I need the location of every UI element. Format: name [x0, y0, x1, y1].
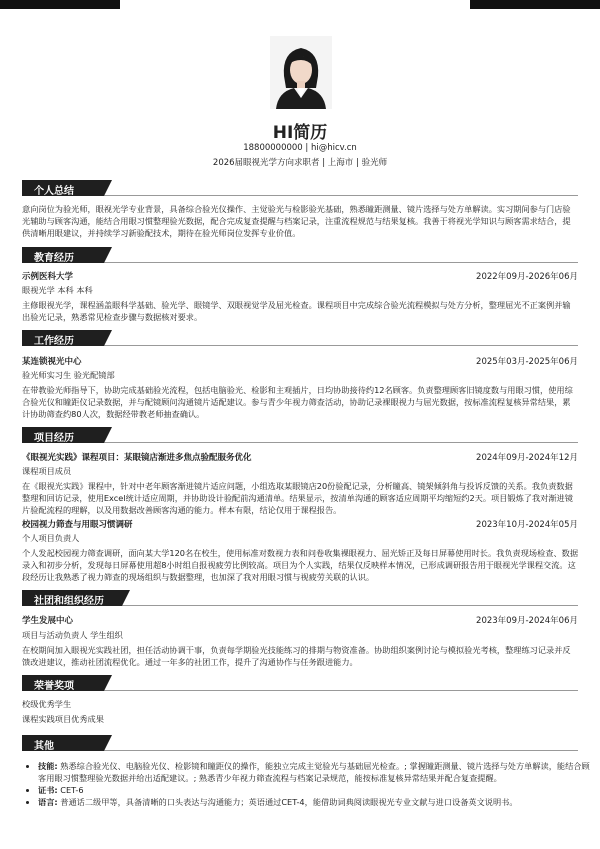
school-name: 示例医科大学 — [22, 272, 74, 282]
resume-title: HI简历 — [272, 123, 328, 143]
contact-line: 18800000000 | hi@hicv.cn — [243, 143, 357, 153]
other-item-languages: • 语言: 普通话二级甲等，具备清晰的口头表达与沟通能力；英语通过CET-4，能借助词典阅读眼视光专业文献与进口设备英文说明书。 — [38, 796, 594, 808]
work-role: 验光师实习生 验光配镜部 — [22, 370, 115, 380]
degree: 眼视光学 本科 本科 — [22, 285, 93, 295]
other-list — [22, 760, 594, 808]
section-campus-header — [22, 590, 578, 608]
other-item-certificates: • 证书: CET-6 — [38, 784, 594, 796]
project-name: 《眼视光实践》课程项目：某眼镜店渐进多焦点验配服务优化 — [22, 453, 252, 463]
section-summary-header — [22, 180, 578, 198]
section-title: 教育经历 — [34, 253, 74, 264]
section-projects-header — [22, 427, 578, 445]
section-title: 工作经历 — [34, 336, 74, 347]
section-title: 项目经历 — [34, 433, 74, 444]
other-item-skills: • 技能: 熟悉综合验光仪、电脑验光仪、检影镜和瞳距仪的操作，能独立完成主觉验光与基础屈光检查。; 掌握瞳距测量、镜片选择与处方单解读，能结合顾客用眼习惯整理验光数据并给出适配建议。; 熟悉青少年视力筛查流程与档案记录规范，能按标准复核异常结果并配合复查提醒。 — [38, 760, 594, 784]
subtitle-line: 2026届眼视光学方向求职者 | 上海市 | 验光师 — [212, 158, 388, 168]
section-work-header — [22, 330, 578, 348]
project-desc: 个人发起校园视力筛查调研，面向某大学120名在校生，使用标准对数视力表和问卷收集裸眼视力、屈光矫正及每日屏幕使用时长。我负责现场检查、数据录入和初步分析，发现每日屏幕使用超8小时组自报视疲劳比例较高。项目为个人实践，结果仅反映样本情况，已形成调研报告用于眼视光学课程交流。这段经历让我熟悉了视力筛查的现场组织与数据整理，也加深了我对用眼习惯与视疲劳关联的认识。 — [22, 548, 579, 582]
award-item: 校级优秀学生 — [22, 699, 72, 709]
section-education-header — [22, 247, 578, 265]
education-dates: 2022年09月-2026年06月 — [476, 272, 578, 282]
education-desc: 主修眼视光学，课程涵盖眼科学基础、验光学、眼镜学、双眼视觉学及屈光检查。课程项目中完成综合验光流程模拟与处方分析，整理屈光不正案例并输出验光记录，熟悉常见检查步骤与数据核对要求。 — [22, 300, 571, 322]
avatar — [270, 36, 332, 109]
campus-role: 项目与活动负责人 学生组织 — [22, 630, 123, 640]
project-dates: 2023年10月-2024年05月 — [476, 520, 578, 530]
project-role: 个人项目负责人 — [22, 533, 80, 543]
section-title: 其他 — [34, 741, 54, 752]
campus-row — [22, 614, 578, 626]
project-row — [22, 451, 578, 463]
project-name: 校园视力筛查与用眼习惯调研 — [22, 520, 133, 530]
section-title: 个人总结 — [34, 186, 74, 197]
section-awards-header — [22, 675, 578, 693]
org-name: 学生发展中心 — [22, 616, 74, 626]
section-other-header — [22, 735, 578, 753]
work-desc: 在带教验光师指导下，协助完成基础验光流程，包括电脑验光、检影和主观插片，日均协助接待约12名顾客。负责整理顾客旧镜度数与用眼习惯，使用综合验光仪和瞳距仪记录数据，并与配镜顾问沟通镜片适配建议。参与青少年视力筛查活动，协助记录裸眼视力与屈光数据，按标准流程复核异常结果，累计协助筛查约80人次，数据经带教老师抽查确认。 — [22, 385, 573, 419]
company-name: 某连锁视光中心 — [22, 357, 82, 367]
project-desc: 在《眼视光实践》课程中，针对中老年顾客渐进镜片适应问题，小组选取某眼镜店20份验配记录，分析瞳高、镜架倾斜角与投诉反馈的关系。我负责数据整理和回访记录，使用Excel统计适应周期，并协助设计验配前沟通清单。结果显示，按清单沟通的顾客适应周期平均缩短约2天。项目锻炼了我对渐进镜片验配流程的理解，以及用数据改善顾客沟通的能力。样本有限，结论仅用于课程报告。 — [22, 481, 573, 515]
top-decorative-bar — [0, 0, 600, 18]
section-title: 社团和组织经历 — [34, 596, 104, 607]
work-row — [22, 355, 578, 367]
section-title: 荣誉奖项 — [34, 681, 74, 692]
profile-photo — [270, 36, 332, 109]
education-row — [22, 270, 578, 282]
campus-dates: 2023年09月-2024年06月 — [476, 616, 578, 626]
campus-desc: 在校期间加入眼视光实践社团，担任活动协调干事，负责每学期验光技能练习的排期与物资准备。协助组织案例讨论与模拟验光考核，整理练习记录并反馈改进建议，推动社团流程优化。通过一年多的社团工作，提升了沟通协作与任务跟进能力。 — [22, 645, 571, 667]
project-dates: 2024年09月-2024年12月 — [476, 453, 578, 463]
award-item: 课程实践项目优秀成果 — [22, 714, 104, 724]
work-dates: 2025年03月-2025年06月 — [476, 357, 578, 367]
project-role: 课程项目成员 — [22, 466, 72, 476]
summary-text: 意向岗位为验光师，眼视光学专业背景，具备综合验光仪操作、主觉验光与检影验光基础，熟悉瞳距测量、镜片选择与处方单解读。实习期间参与门店验光辅助与顾客沟通，能结合用眼习惯整理验光数据，配合完成复查提醒与档案记录，注重流程规范与结果复核。我善于将视光学知识与顾客需求结合，提供清晰用眼建议，并持续学习新验配技术，期待在验光师岗位发挥专业价值。 — [22, 204, 571, 238]
project-row — [22, 518, 578, 530]
